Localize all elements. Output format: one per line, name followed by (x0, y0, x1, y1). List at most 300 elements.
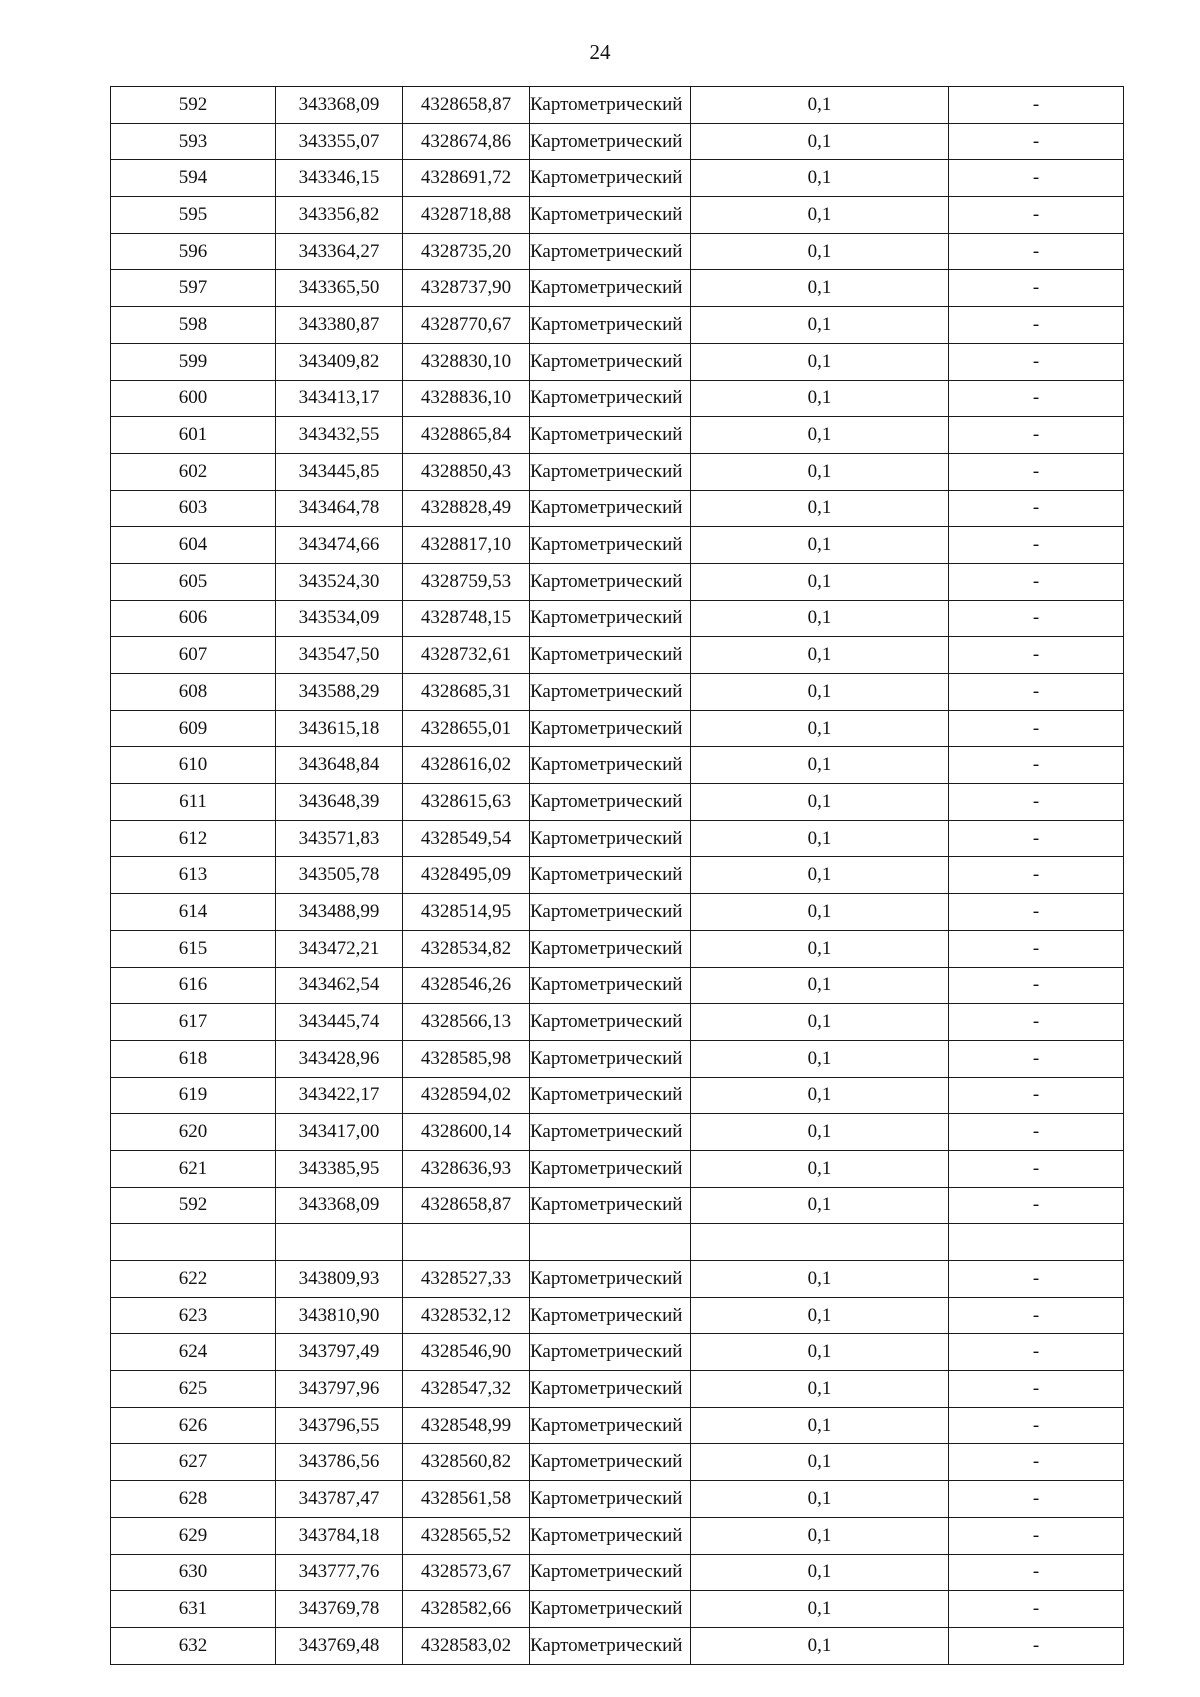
method-cell: Картометрический (530, 343, 691, 380)
description-cell: - (949, 894, 1124, 931)
accuracy-cell: 0,1 (691, 453, 949, 490)
method-cell: Картометрический (530, 160, 691, 197)
point-number-cell: 610 (111, 747, 276, 784)
point-number-cell: 593 (111, 123, 276, 160)
table-row (111, 453, 1124, 490)
point-number-cell: 603 (111, 490, 276, 527)
coordinates-table-body (111, 87, 1124, 1665)
point-number-cell: 598 (111, 307, 276, 344)
method-cell: Картометрический (530, 453, 691, 490)
accuracy-cell: 0,1 (691, 1627, 949, 1664)
x-coordinate-cell: 343409,82 (276, 343, 403, 380)
x-coordinate-cell: 343380,87 (276, 307, 403, 344)
y-coordinate-cell: 4328560,82 (403, 1444, 530, 1481)
x-coordinate-cell: 343432,55 (276, 417, 403, 454)
x-coordinate-cell: 343364,27 (276, 233, 403, 270)
y-coordinate-cell (403, 1224, 530, 1261)
y-coordinate-cell: 4328836,10 (403, 380, 530, 417)
point-number-cell: 596 (111, 233, 276, 270)
method-cell: Картометрический (530, 197, 691, 234)
point-number-cell: 632 (111, 1627, 276, 1664)
accuracy-cell: 0,1 (691, 527, 949, 564)
x-coordinate-cell (276, 1224, 403, 1261)
accuracy-cell: 0,1 (691, 343, 949, 380)
x-coordinate-cell: 343422,17 (276, 1077, 403, 1114)
x-coordinate-cell: 343615,18 (276, 710, 403, 747)
x-coordinate-cell: 343777,76 (276, 1554, 403, 1591)
y-coordinate-cell: 4328565,52 (403, 1517, 530, 1554)
description-cell: - (949, 1334, 1124, 1371)
x-coordinate-cell: 343534,09 (276, 600, 403, 637)
accuracy-cell: 0,1 (691, 820, 949, 857)
y-coordinate-cell: 4328561,58 (403, 1481, 530, 1518)
table-row (111, 417, 1124, 454)
x-coordinate-cell: 343413,17 (276, 380, 403, 417)
description-cell: - (949, 1077, 1124, 1114)
table-row (111, 160, 1124, 197)
y-coordinate-cell: 4328546,26 (403, 967, 530, 1004)
table-row (111, 1040, 1124, 1077)
description-cell: - (949, 1004, 1124, 1041)
y-coordinate-cell: 4328527,33 (403, 1261, 530, 1298)
accuracy-cell: 0,1 (691, 1554, 949, 1591)
x-coordinate-cell: 343445,74 (276, 1004, 403, 1041)
description-cell: - (949, 453, 1124, 490)
table-row (111, 784, 1124, 821)
description-cell: - (949, 1481, 1124, 1518)
point-number-cell: 597 (111, 270, 276, 307)
x-coordinate-cell: 343810,90 (276, 1297, 403, 1334)
point-number-cell: 629 (111, 1517, 276, 1554)
description-cell: - (949, 87, 1124, 124)
method-cell: Картометрический (530, 87, 691, 124)
point-number-cell: 604 (111, 527, 276, 564)
accuracy-cell: 0,1 (691, 894, 949, 931)
x-coordinate-cell: 343571,83 (276, 820, 403, 857)
accuracy-cell: 0,1 (691, 270, 949, 307)
table-row (111, 1591, 1124, 1628)
table-row (111, 1517, 1124, 1554)
accuracy-cell: 0,1 (691, 1297, 949, 1334)
table-row (111, 1187, 1124, 1224)
table-row (111, 563, 1124, 600)
description-cell: - (949, 490, 1124, 527)
table-row (111, 637, 1124, 674)
method-cell: Картометрический (530, 710, 691, 747)
table-row (111, 1297, 1124, 1334)
table-row (111, 600, 1124, 637)
y-coordinate-cell: 4328495,09 (403, 857, 530, 894)
point-number-cell: 627 (111, 1444, 276, 1481)
description-cell: - (949, 930, 1124, 967)
description-cell: - (949, 1627, 1124, 1664)
x-coordinate-cell: 343472,21 (276, 930, 403, 967)
x-coordinate-cell: 343524,30 (276, 563, 403, 600)
description-cell: - (949, 637, 1124, 674)
table-row (111, 1261, 1124, 1298)
table-row (111, 857, 1124, 894)
y-coordinate-cell: 4328658,87 (403, 87, 530, 124)
y-coordinate-cell: 4328830,10 (403, 343, 530, 380)
y-coordinate-cell: 4328674,86 (403, 123, 530, 160)
x-coordinate-cell: 343505,78 (276, 857, 403, 894)
method-cell: Картометрический (530, 1150, 691, 1187)
accuracy-cell: 0,1 (691, 563, 949, 600)
y-coordinate-cell: 4328582,66 (403, 1591, 530, 1628)
accuracy-cell: 0,1 (691, 380, 949, 417)
y-coordinate-cell: 4328817,10 (403, 527, 530, 564)
accuracy-cell: 0,1 (691, 1481, 949, 1518)
accuracy-cell: 0,1 (691, 490, 949, 527)
method-cell: Картометрический (530, 857, 691, 894)
point-number-cell: 617 (111, 1004, 276, 1041)
y-coordinate-cell: 4328850,43 (403, 453, 530, 490)
method-cell: Картометрический (530, 1444, 691, 1481)
y-coordinate-cell: 4328748,15 (403, 600, 530, 637)
table-row (111, 820, 1124, 857)
table-row (111, 1224, 1124, 1261)
method-cell: Картометрический (530, 1261, 691, 1298)
table-row (111, 1554, 1124, 1591)
y-coordinate-cell: 4328585,98 (403, 1040, 530, 1077)
table-row (111, 233, 1124, 270)
method-cell: Картометрический (530, 820, 691, 857)
point-number-cell: 607 (111, 637, 276, 674)
description-cell: - (949, 233, 1124, 270)
x-coordinate-cell: 343648,39 (276, 784, 403, 821)
description-cell: - (949, 1407, 1124, 1444)
accuracy-cell: 0,1 (691, 1077, 949, 1114)
y-coordinate-cell: 4328737,90 (403, 270, 530, 307)
page-number: 24 (589, 40, 611, 64)
y-coordinate-cell: 4328532,12 (403, 1297, 530, 1334)
description-cell (949, 1224, 1124, 1261)
point-number-cell: 594 (111, 160, 276, 197)
accuracy-cell: 0,1 (691, 930, 949, 967)
description-cell: - (949, 307, 1124, 344)
description-cell: - (949, 417, 1124, 454)
y-coordinate-cell: 4328514,95 (403, 894, 530, 931)
table-row (111, 197, 1124, 234)
method-cell: Картометрический (530, 1040, 691, 1077)
description-cell: - (949, 1040, 1124, 1077)
y-coordinate-cell: 4328655,01 (403, 710, 530, 747)
point-number-cell: 614 (111, 894, 276, 931)
accuracy-cell (691, 1224, 949, 1261)
description-cell: - (949, 380, 1124, 417)
x-coordinate-cell: 343786,56 (276, 1444, 403, 1481)
y-coordinate-cell: 4328615,63 (403, 784, 530, 821)
method-cell: Картометрический (530, 1481, 691, 1518)
y-coordinate-cell: 4328548,99 (403, 1407, 530, 1444)
description-cell: - (949, 1114, 1124, 1151)
table-row (111, 343, 1124, 380)
table-row (111, 380, 1124, 417)
description-cell: - (949, 527, 1124, 564)
method-cell: Картометрический (530, 233, 691, 270)
table-row (111, 1371, 1124, 1408)
method-cell: Картометрический (530, 894, 691, 931)
point-number-cell: 606 (111, 600, 276, 637)
method-cell: Картометрический (530, 1114, 691, 1151)
x-coordinate-cell: 343797,49 (276, 1334, 403, 1371)
point-number-cell: 615 (111, 930, 276, 967)
y-coordinate-cell: 4328583,02 (403, 1627, 530, 1664)
description-cell: - (949, 197, 1124, 234)
x-coordinate-cell: 343488,99 (276, 894, 403, 931)
accuracy-cell: 0,1 (691, 160, 949, 197)
table-row (111, 1114, 1124, 1151)
accuracy-cell: 0,1 (691, 1407, 949, 1444)
table-row (111, 1150, 1124, 1187)
accuracy-cell: 0,1 (691, 784, 949, 821)
description-cell: - (949, 160, 1124, 197)
x-coordinate-cell: 343464,78 (276, 490, 403, 527)
accuracy-cell: 0,1 (691, 197, 949, 234)
table-row (111, 87, 1124, 124)
x-coordinate-cell: 343445,85 (276, 453, 403, 490)
y-coordinate-cell: 4328616,02 (403, 747, 530, 784)
method-cell: Картометрический (530, 1004, 691, 1041)
accuracy-cell: 0,1 (691, 1040, 949, 1077)
accuracy-cell: 0,1 (691, 307, 949, 344)
table-row (111, 307, 1124, 344)
accuracy-cell: 0,1 (691, 710, 949, 747)
accuracy-cell: 0,1 (691, 233, 949, 270)
description-cell: - (949, 710, 1124, 747)
y-coordinate-cell: 4328759,53 (403, 563, 530, 600)
y-coordinate-cell: 4328865,84 (403, 417, 530, 454)
accuracy-cell: 0,1 (691, 600, 949, 637)
method-cell: Картометрический (530, 967, 691, 1004)
point-number-cell: 592 (111, 87, 276, 124)
y-coordinate-cell: 4328546,90 (403, 1334, 530, 1371)
y-coordinate-cell: 4328600,14 (403, 1114, 530, 1151)
x-coordinate-cell: 343385,95 (276, 1150, 403, 1187)
x-coordinate-cell: 343787,47 (276, 1481, 403, 1518)
x-coordinate-cell: 343547,50 (276, 637, 403, 674)
description-cell: - (949, 1261, 1124, 1298)
method-cell: Картометрический (530, 490, 691, 527)
y-coordinate-cell: 4328685,31 (403, 674, 530, 711)
y-coordinate-cell: 4328718,88 (403, 197, 530, 234)
point-number-cell: 618 (111, 1040, 276, 1077)
accuracy-cell: 0,1 (691, 1150, 949, 1187)
description-cell: - (949, 857, 1124, 894)
accuracy-cell: 0,1 (691, 1517, 949, 1554)
description-cell: - (949, 820, 1124, 857)
method-cell: Картометрический (530, 1554, 691, 1591)
x-coordinate-cell: 343462,54 (276, 967, 403, 1004)
table-row (111, 527, 1124, 564)
table-row (111, 710, 1124, 747)
y-coordinate-cell: 4328594,02 (403, 1077, 530, 1114)
point-number-cell: 605 (111, 563, 276, 600)
x-coordinate-cell: 343784,18 (276, 1517, 403, 1554)
method-cell: Картометрический (530, 930, 691, 967)
point-number-cell (111, 1224, 276, 1261)
y-coordinate-cell: 4328573,67 (403, 1554, 530, 1591)
method-cell: Картометрический (530, 1077, 691, 1114)
point-number-cell: 602 (111, 453, 276, 490)
accuracy-cell: 0,1 (691, 87, 949, 124)
coordinates-table (110, 86, 1124, 1665)
description-cell: - (949, 123, 1124, 160)
point-number-cell: 592 (111, 1187, 276, 1224)
point-number-cell: 609 (111, 710, 276, 747)
table-row (111, 967, 1124, 1004)
table-row (111, 674, 1124, 711)
method-cell: Картометрический (530, 307, 691, 344)
method-cell: Картометрический (530, 563, 691, 600)
point-number-cell: 630 (111, 1554, 276, 1591)
description-cell: - (949, 967, 1124, 1004)
y-coordinate-cell: 4328636,93 (403, 1150, 530, 1187)
x-coordinate-cell: 343809,93 (276, 1261, 403, 1298)
y-coordinate-cell: 4328770,67 (403, 307, 530, 344)
method-cell: Картометрический (530, 1297, 691, 1334)
table-row (111, 747, 1124, 784)
description-cell: - (949, 343, 1124, 380)
accuracy-cell: 0,1 (691, 417, 949, 454)
accuracy-cell: 0,1 (691, 637, 949, 674)
table-row (111, 894, 1124, 931)
x-coordinate-cell: 343356,82 (276, 197, 403, 234)
x-coordinate-cell: 343648,84 (276, 747, 403, 784)
method-cell: Картометрический (530, 1187, 691, 1224)
point-number-cell: 601 (111, 417, 276, 454)
table-row (111, 1481, 1124, 1518)
method-cell: Картометрический (530, 1371, 691, 1408)
description-cell: - (949, 563, 1124, 600)
point-number-cell: 622 (111, 1261, 276, 1298)
point-number-cell: 624 (111, 1334, 276, 1371)
x-coordinate-cell: 343796,55 (276, 1407, 403, 1444)
accuracy-cell: 0,1 (691, 674, 949, 711)
x-coordinate-cell: 343346,15 (276, 160, 403, 197)
point-number-cell: 595 (111, 197, 276, 234)
method-cell: Картометрический (530, 1627, 691, 1664)
accuracy-cell: 0,1 (691, 1334, 949, 1371)
method-cell: Картометрический (530, 1334, 691, 1371)
description-cell: - (949, 1150, 1124, 1187)
method-cell: Картометрический (530, 417, 691, 454)
description-cell: - (949, 1187, 1124, 1224)
accuracy-cell: 0,1 (691, 1371, 949, 1408)
method-cell: Картометрический (530, 1591, 691, 1628)
point-number-cell: 626 (111, 1407, 276, 1444)
point-number-cell: 611 (111, 784, 276, 821)
point-number-cell: 625 (111, 1371, 276, 1408)
point-number-cell: 608 (111, 674, 276, 711)
point-number-cell: 631 (111, 1591, 276, 1628)
method-cell: Картометрический (530, 123, 691, 160)
x-coordinate-cell: 343428,96 (276, 1040, 403, 1077)
y-coordinate-cell: 4328658,87 (403, 1187, 530, 1224)
method-cell (530, 1224, 691, 1261)
point-number-cell: 619 (111, 1077, 276, 1114)
accuracy-cell: 0,1 (691, 1444, 949, 1481)
accuracy-cell: 0,1 (691, 747, 949, 784)
x-coordinate-cell: 343474,66 (276, 527, 403, 564)
method-cell: Картометрический (530, 674, 691, 711)
x-coordinate-cell: 343368,09 (276, 1187, 403, 1224)
accuracy-cell: 0,1 (691, 1004, 949, 1041)
method-cell: Картометрический (530, 784, 691, 821)
method-cell: Картометрический (530, 637, 691, 674)
description-cell: - (949, 1371, 1124, 1408)
x-coordinate-cell: 343769,78 (276, 1591, 403, 1628)
description-cell: - (949, 747, 1124, 784)
accuracy-cell: 0,1 (691, 1114, 949, 1151)
point-number-cell: 620 (111, 1114, 276, 1151)
description-cell: - (949, 1517, 1124, 1554)
table-row (111, 1444, 1124, 1481)
description-cell: - (949, 674, 1124, 711)
accuracy-cell: 0,1 (691, 1591, 949, 1628)
description-cell: - (949, 600, 1124, 637)
method-cell: Картометрический (530, 527, 691, 564)
description-cell: - (949, 1297, 1124, 1334)
accuracy-cell: 0,1 (691, 1261, 949, 1298)
accuracy-cell: 0,1 (691, 857, 949, 894)
description-cell: - (949, 270, 1124, 307)
table-row (111, 1334, 1124, 1371)
point-number-cell: 613 (111, 857, 276, 894)
method-cell: Картометрический (530, 747, 691, 784)
y-coordinate-cell: 4328828,49 (403, 490, 530, 527)
table-row (111, 1407, 1124, 1444)
description-cell: - (949, 1554, 1124, 1591)
accuracy-cell: 0,1 (691, 123, 949, 160)
point-number-cell: 623 (111, 1297, 276, 1334)
y-coordinate-cell: 4328566,13 (403, 1004, 530, 1041)
x-coordinate-cell: 343365,50 (276, 270, 403, 307)
table-row (111, 930, 1124, 967)
y-coordinate-cell: 4328732,61 (403, 637, 530, 674)
y-coordinate-cell: 4328549,54 (403, 820, 530, 857)
method-cell: Картометрический (530, 270, 691, 307)
table-row (111, 1627, 1124, 1664)
point-number-cell: 612 (111, 820, 276, 857)
x-coordinate-cell: 343368,09 (276, 87, 403, 124)
y-coordinate-cell: 4328547,32 (403, 1371, 530, 1408)
x-coordinate-cell: 343417,00 (276, 1114, 403, 1151)
point-number-cell: 621 (111, 1150, 276, 1187)
table-row (111, 1004, 1124, 1041)
point-number-cell: 599 (111, 343, 276, 380)
y-coordinate-cell: 4328691,72 (403, 160, 530, 197)
point-number-cell: 628 (111, 1481, 276, 1518)
point-number-cell: 616 (111, 967, 276, 1004)
table-row (111, 490, 1124, 527)
x-coordinate-cell: 343797,96 (276, 1371, 403, 1408)
point-number-cell: 600 (111, 380, 276, 417)
method-cell: Картометрический (530, 600, 691, 637)
description-cell: - (949, 784, 1124, 821)
description-cell: - (949, 1591, 1124, 1628)
table-row (111, 270, 1124, 307)
method-cell: Картометрический (530, 1407, 691, 1444)
accuracy-cell: 0,1 (691, 1187, 949, 1224)
y-coordinate-cell: 4328735,20 (403, 233, 530, 270)
accuracy-cell: 0,1 (691, 967, 949, 1004)
x-coordinate-cell: 343769,48 (276, 1627, 403, 1664)
y-coordinate-cell: 4328534,82 (403, 930, 530, 967)
table-row (111, 1077, 1124, 1114)
table-row (111, 123, 1124, 160)
x-coordinate-cell: 343588,29 (276, 674, 403, 711)
